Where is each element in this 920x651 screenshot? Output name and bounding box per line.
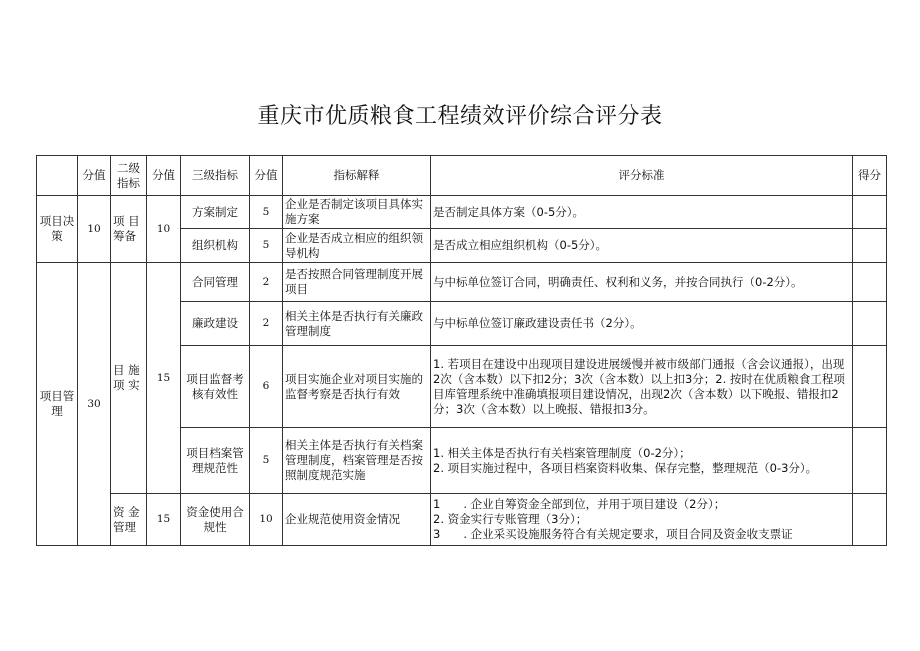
criteria-line: 1. 相关主体是否执行有关档案管理制度（0-2分）； — [433, 445, 691, 460]
criteria-line: 2. 项目实施过程中，各项目档案资料收集、保存完整，整理规范（0-3分）。 — [433, 460, 818, 475]
indicator-explanation: 企业规范使用资金情况 — [283, 494, 431, 546]
obtained-score-cell[interactable] — [853, 428, 887, 494]
first-index-management: 项目管理 — [37, 263, 78, 546]
indicator-explanation: 相关主体是否执行有关档案管理制度，档案管理是否按照制度规范实施 — [283, 428, 431, 494]
criteria-line: 是否成立相应组织机构（0-5分）。 — [433, 238, 608, 252]
criteria-line: 2. 资金实行专账管理（3分）； — [433, 512, 588, 526]
third-index-name: 方案制定 — [181, 196, 250, 229]
indicator-explanation: 项目实施企业对项目实施的监督考察是否执行有效 — [283, 346, 431, 428]
third-index-score: 5 — [250, 196, 283, 229]
header-criteria: 评分标准 — [431, 156, 853, 196]
third-index-score: 10 — [250, 494, 283, 546]
obtained-score-cell[interactable] — [853, 494, 887, 546]
criteria-line: 3 . 企业采买设施服务符合有关规定要求，项目合同及资金收支票证 — [433, 527, 793, 541]
indicator-explanation: 企业是否制定该项目具体实施方案 — [283, 196, 431, 229]
obtained-score-cell[interactable] — [853, 346, 887, 428]
header-second-index: 二级指标 — [111, 156, 147, 196]
third-index-score: 2 — [250, 263, 283, 302]
header-third-index: 三级指标 — [181, 156, 250, 196]
obtained-score-cell[interactable] — [853, 196, 887, 229]
scoring-criteria — [431, 494, 853, 546]
table-row — [37, 196, 887, 229]
table-header-row — [37, 156, 887, 196]
obtained-score-cell[interactable] — [853, 263, 887, 302]
second-index-preparation-score: 10 — [147, 196, 181, 263]
third-index-score: 2 — [250, 302, 283, 346]
header-score: 分值 — [250, 156, 283, 196]
first-index-management-score: 30 — [78, 263, 111, 546]
indicator-explanation: 是否按照合同管理制度开展项目 — [283, 263, 431, 302]
table-row — [37, 494, 887, 546]
scoring-criteria — [431, 346, 853, 428]
third-index-name: 资金使用合规性 — [181, 494, 250, 546]
header-first-index — [37, 156, 78, 196]
second-index-implementation: 目 施 项 实 — [111, 263, 147, 494]
evaluation-table — [36, 155, 887, 546]
third-index-name: 合同管理 — [181, 263, 250, 302]
first-index-decision-score: 10 — [78, 196, 111, 263]
criteria-line: 与中标单位签订合同，明确责任、权利和义务，并按合同执行（0-2分）。 — [433, 274, 803, 289]
second-index-funds: 资 金管理 — [111, 494, 147, 546]
header-obtained: 得分 — [853, 156, 887, 196]
criteria-line: 1. 若项目在建设中出现项目建设进展缓慢并被市级部门通报（含会议通报），出现2次（含本数）以下扣2分；3次（含本数）以上扣3分；2. 按时在优质粮食工程项目库管理系统中准确填报项目建设情况，出现2次（含本数）以下晚报、错报扣2分；3次（含本数）以上晚报、错报扣3分。 — [433, 356, 845, 416]
second-index-funds-score: 15 — [147, 494, 181, 546]
scoring-criteria — [431, 196, 853, 229]
indicator-explanation: 相关主体是否执行有关廉政管理制度 — [283, 302, 431, 346]
third-index-name: 项目档案管理规范性 — [181, 428, 250, 494]
scoring-criteria — [431, 229, 853, 263]
indicator-explanation: 企业是否成立相应的组织领导机构 — [283, 229, 431, 263]
criteria-line: 是否制定具体方案（0-5分）。 — [433, 204, 585, 219]
obtained-score-cell[interactable] — [853, 302, 887, 346]
scoring-criteria — [431, 263, 853, 302]
header-explanation: 指标解释 — [283, 156, 431, 196]
second-index-implementation-score: 15 — [147, 263, 181, 494]
third-index-score: 6 — [250, 346, 283, 428]
third-index-name: 项目监督考核有效性 — [181, 346, 250, 428]
criteria-line: 1 . 企业自筹资金全部到位，并用于项目建设（2分）； — [433, 497, 726, 511]
header-score: 分值 — [147, 156, 181, 196]
third-index-score: 5 — [250, 229, 283, 263]
scoring-criteria — [431, 428, 853, 494]
second-index-preparation: 项 目筹备 — [111, 196, 147, 263]
page-title: 重庆市优质粮食工程绩效评价综合评分表 — [257, 104, 663, 129]
header-score: 分值 — [78, 156, 111, 196]
obtained-score-cell[interactable] — [853, 229, 887, 263]
third-index-score: 5 — [250, 428, 283, 494]
third-index-name: 廉政建设 — [181, 302, 250, 346]
criteria-line: 与中标单位签订廉政建设责任书（2分）。 — [433, 316, 642, 330]
table-row — [37, 263, 887, 302]
first-index-decision: 项目决策 — [37, 196, 78, 263]
third-index-name: 组织机构 — [181, 229, 250, 263]
scoring-criteria — [431, 302, 853, 346]
